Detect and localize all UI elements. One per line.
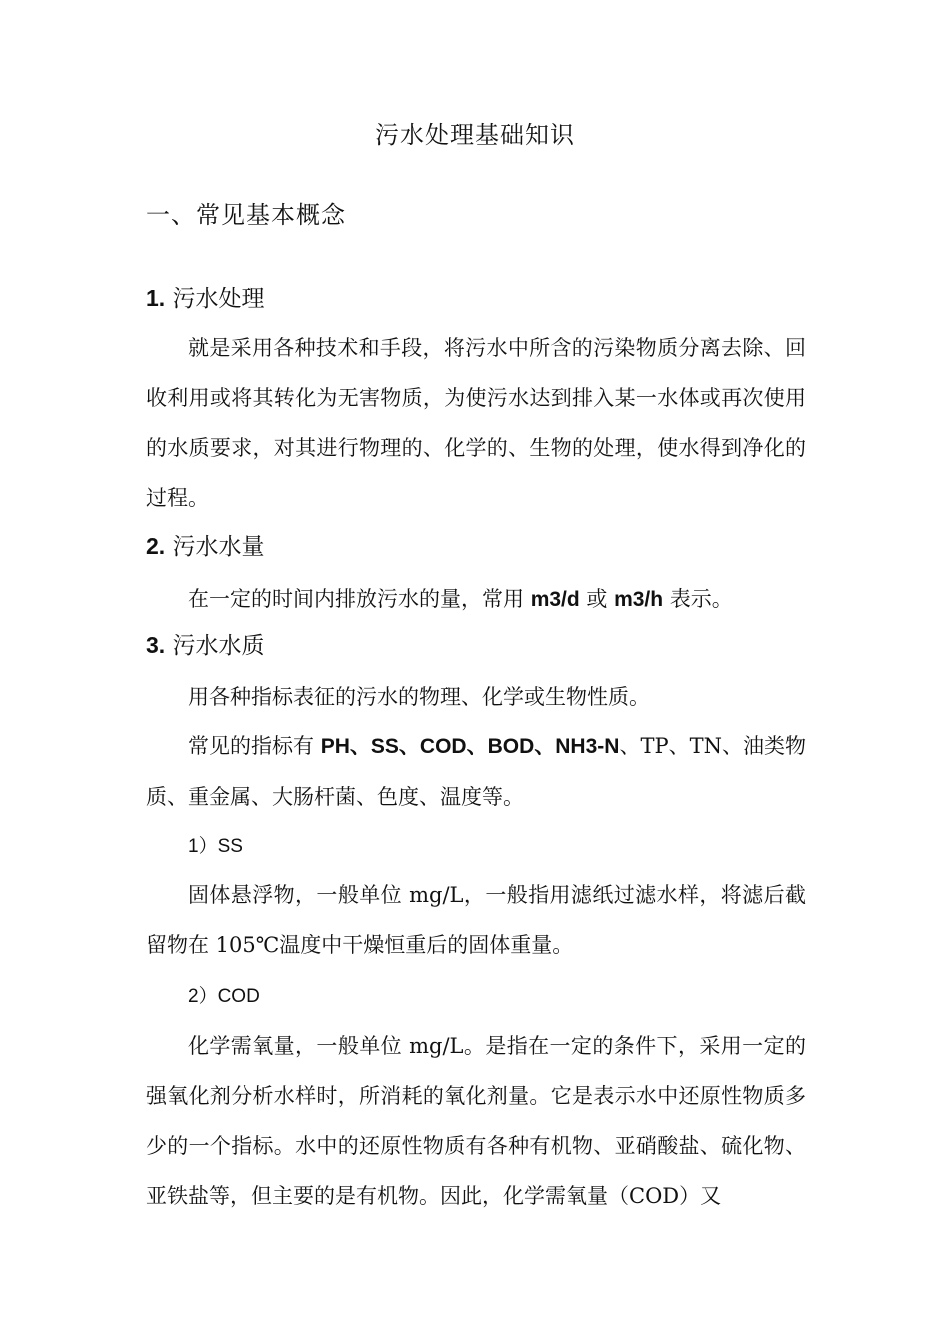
item-number: 3. xyxy=(146,632,166,658)
text-span: 在一定的时间内排放污水的量，常用 xyxy=(188,587,531,611)
bold-indicators: PH、SS、COD、BOD、NH3-N xyxy=(320,735,620,758)
item-heading-1 xyxy=(146,281,265,316)
item-number: 1. xyxy=(146,285,166,311)
item-title: 污水水质 xyxy=(172,633,265,659)
section-heading: 一、常见基本概念 xyxy=(146,201,346,229)
unit-text: m3/d xyxy=(530,588,580,611)
text-span: 常见的指标有 xyxy=(188,734,321,758)
paragraph-sewage-volume xyxy=(188,582,733,617)
paragraph-indicators xyxy=(146,721,806,822)
sub-heading-cod: 2）COD xyxy=(188,986,260,1007)
text-span: 表示。 xyxy=(663,587,733,611)
item-heading-3 xyxy=(146,628,265,663)
page-title: 污水处理基础知识 xyxy=(375,121,575,149)
text-span: 或 xyxy=(579,587,615,611)
paragraph-sewage-treatment: 就是采用各种技术和手段，将污水中所含的污染物质分离去除、回收利用或将其转化为无害物质，为使污水达到排入某一水体或再次使用的水质要求，对其进行物理的、化学的、生物的处理，使水得到净化的过程。 xyxy=(146,336,806,510)
item-number: 2. xyxy=(146,533,166,559)
paragraph-ss: 固体悬浮物，一般单位 mg/L，一般指用滤纸过滤水样，将滤后截留物在 105℃温度中干燥恒重后的固体重量。 xyxy=(146,883,806,957)
sub-heading-ss: 1）SS xyxy=(188,836,243,857)
paragraph-cod: 化学需氧量，一般单位 mg/L。是指在一定的条件下，采用一定的强氧化剂分析水样时，所消耗的氧化剂量。它是表示水中还原性物质多少的一个指标。水中的还原性物质有各种有机物、亚硝酸盐、硫化物、亚铁盐等，但主要的是有机物。因此，化学需氧量（COD）又 xyxy=(146,1034,806,1208)
text-span: 、TP、TN、油类物质、重金属、大肠杆菌、色度、温度等。 xyxy=(146,734,806,809)
unit-text: m3/h xyxy=(614,588,664,611)
item-title: 污水水量 xyxy=(172,534,265,560)
item-title: 污水处理 xyxy=(172,286,265,312)
paragraph-water-quality: 用各种指标表征的污水的物理、化学或生物性质。 xyxy=(188,685,650,709)
item-heading-2 xyxy=(146,529,265,564)
